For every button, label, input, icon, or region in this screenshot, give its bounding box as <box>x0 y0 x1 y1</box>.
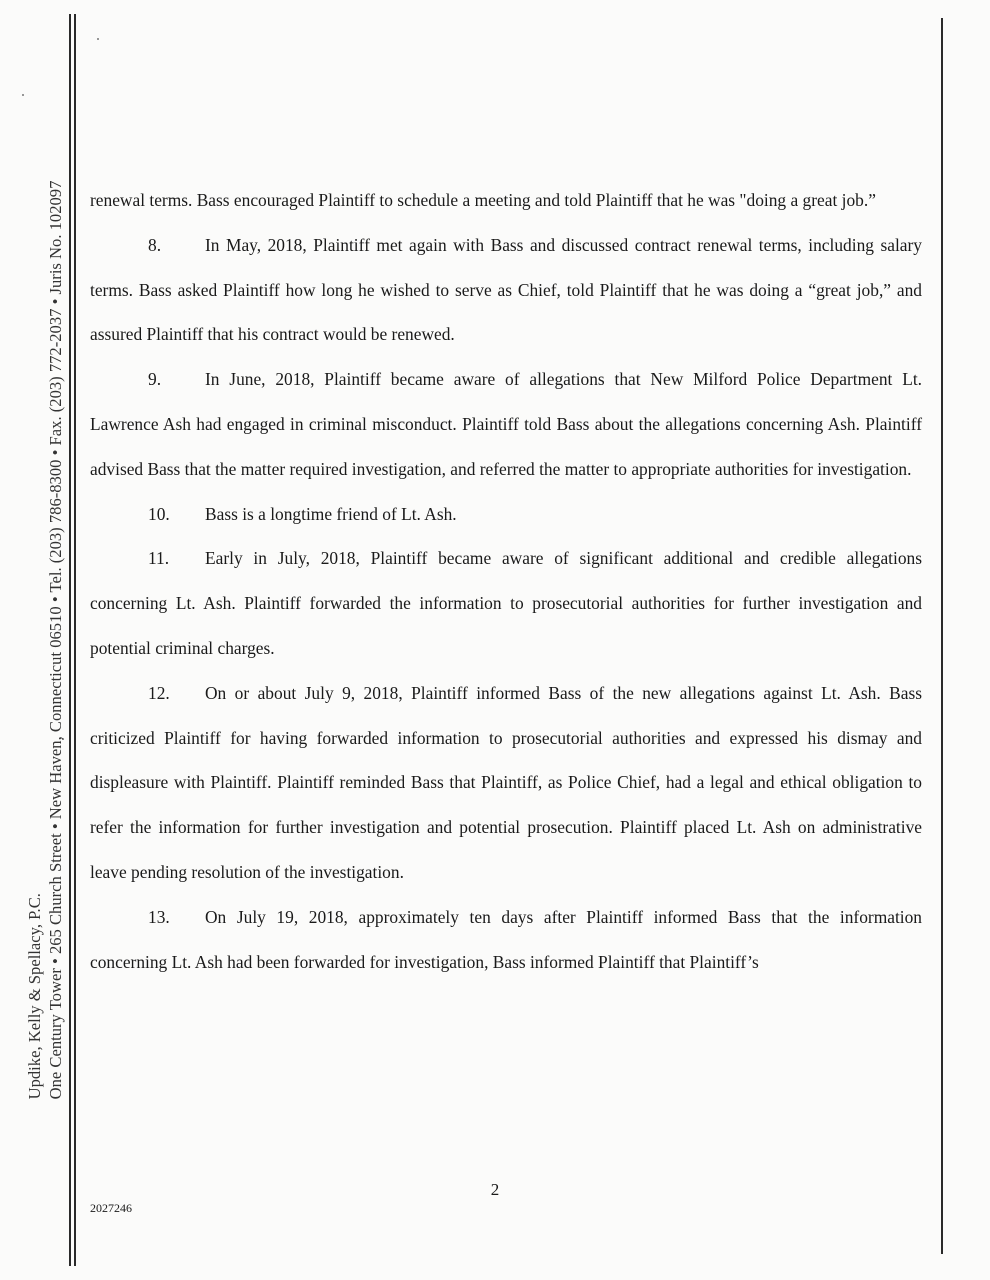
document-body <box>90 178 922 984</box>
paragraph-11 <box>90 536 922 670</box>
paragraph-9 <box>90 357 922 491</box>
paragraph-text: On or about July 9, 2018, Plaintiff informed Bass of the new allegations against Lt. Ash. Bass criticized Plaintiff for having forwarded information to prosecutorial authorities and expressed his dismay and displeasure with Plaintiff. Plaintiff reminded Bass that Plaintiff, as Police Chief, had a legal and ethical obligation to refer the information for further investigation and potential prosecution. Plaintiff placed Lt. Ash on administrative leave pending resolution of the investigation. <box>90 682 922 882</box>
scan-speck <box>22 94 24 96</box>
paragraph-number: 11. <box>148 548 170 569</box>
left-margin-rule-inner <box>74 14 76 1266</box>
firm-address: One Century Tower • 265 Church Street • New Haven, Connecticut 06510 • Tel. (203) 786-8300 • Fax. (203) 772-2037 • Juris No. 102097 <box>46 180 65 1100</box>
paragraph-text: Early in July, 2018, Plaintiff became aware of significant additional and credible allegations concerning Lt. Ash. Plaintiff forwarded the information to prosecutorial authorities for further investigation and potential criminal charges. <box>90 548 922 658</box>
paragraph-number: 8. <box>148 234 162 255</box>
paragraph-text: On July 19, 2018, approximately ten days after Plaintiff informed Bass that the information concerning Lt. Ash had been forwarded for investigation, Bass informed Plaintiff that Plaintiff’s <box>90 906 922 972</box>
paragraph-text: Bass is a longtime friend of Lt. Ash. <box>205 503 457 524</box>
paragraph-13 <box>90 895 922 985</box>
paragraph-number: 9. <box>148 369 162 390</box>
scan-speck <box>97 38 99 40</box>
paragraph-number: 10. <box>148 503 170 524</box>
paragraph-number: 13. <box>148 906 170 927</box>
firm-sidebar <box>24 181 66 1100</box>
left-margin-rule-outer <box>69 14 71 1266</box>
paragraph-text: In May, 2018, Plaintiff met again with Bass and discussed contract renewal terms, including salary terms. Bass asked Plaintiff how long he wished to serve as Chief, told Plaintiff that he was doing a “great job,” and assured Plaintiff that his contract would be renewed. <box>90 234 922 345</box>
paragraph-10 <box>90 492 922 537</box>
right-margin-rule <box>941 18 943 1254</box>
page-number: 2 <box>490 1180 500 1199</box>
paragraph-text: In June, 2018, Plaintiff became aware of allegations that New Milford Police Department Lt. Lawrence Ash had engaged in criminal misconduct. Plaintiff told Bass about the allegations concerning Ash. Plaintiff advised Bass that the matter required investigation, and referred the matter to appropriate authorities for investigation. <box>90 369 922 479</box>
paragraph-8 <box>90 223 922 357</box>
paragraph-12 <box>90 671 922 895</box>
paragraph-number: 12. <box>148 682 170 703</box>
firm-name: Updike, Kelly & Spellacy, P.C. <box>25 893 44 1100</box>
continuation-paragraph: renewal terms. Bass encouraged Plaintiff to schedule a meeting and told Plaintiff that he was "doing a great job.” <box>90 190 876 210</box>
document-id: 2027246 <box>90 1201 132 1215</box>
